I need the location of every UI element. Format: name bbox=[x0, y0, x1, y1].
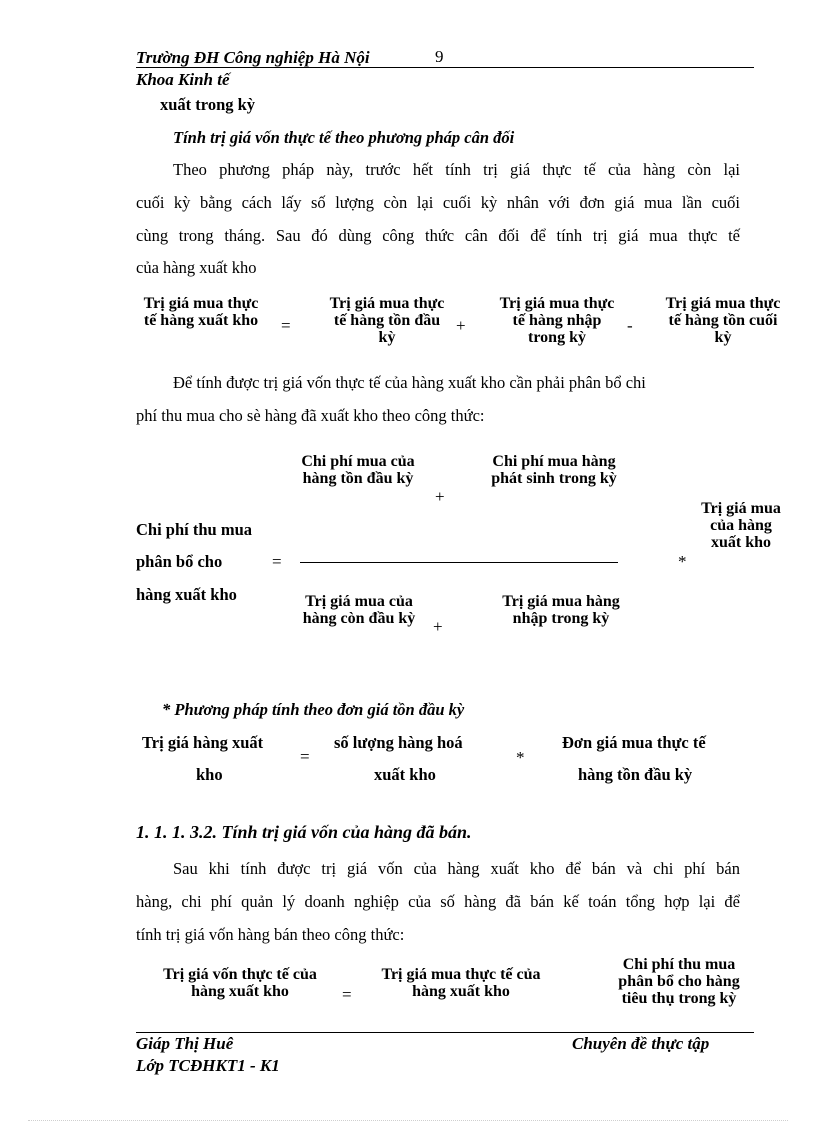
denominator-term: Trị giá mua hàng nhập trong kỳ bbox=[502, 593, 620, 627]
paragraph-line: phí thu mua cho sè hàng đã xuất kho theo công thức: bbox=[136, 406, 485, 425]
section-heading-balance: Tính trị giá vốn thực tế theo phương pháp cân đối bbox=[173, 128, 515, 147]
multiply-sign: * bbox=[678, 552, 687, 571]
paragraph-line: hàng, chi phí quản lý doanh nghiệp của số hàng đã bán kế toán tổng hợp lại để bbox=[136, 892, 740, 911]
formula-term: Trị giá mua thực tế hàng tồn đầu kỳ bbox=[329, 295, 445, 346]
section-heading-sold: 1. 1. 1. 3.2. Tính trị giá vốn của hàng đã bán. bbox=[136, 822, 472, 842]
method-heading: * Phương pháp tính theo đơn giá tồn đầu kỳ bbox=[162, 700, 465, 719]
multiply-sign: * bbox=[516, 748, 525, 767]
formula-term: Trị giá mua thực tế hàng tồn cuối kỳ bbox=[665, 295, 781, 346]
footer-author: Giáp Thị Huê bbox=[136, 1034, 234, 1053]
footer-rule bbox=[136, 1032, 754, 1033]
header-rule bbox=[136, 67, 754, 68]
header-school: Trường ĐH Công nghiệp Hà Nội bbox=[136, 48, 370, 67]
fraction-bar bbox=[300, 562, 618, 563]
multiplier-term: Trị giá mua của hàng xuất kho bbox=[701, 500, 781, 551]
formula-term: số lượng hàng hoá bbox=[334, 733, 463, 752]
plus-sign: + bbox=[433, 617, 443, 636]
paragraph-line: Sau khi tính được trị giá vốn của hàng xuất kho để bán và chi phí bán bbox=[173, 859, 740, 878]
paragraph-line: cuối kỳ bằng cách lấy số lượng còn lại cuối kỳ nhân với đơn giá mua lần cuối bbox=[136, 193, 740, 212]
formula-term: kho bbox=[196, 765, 223, 784]
paragraph-line: Theo phương pháp này, trước hết tính trị giá thực tế của hàng còn lại bbox=[173, 160, 740, 179]
formula-term: Đơn giá mua thực tế bbox=[562, 733, 706, 752]
formula-term: xuất kho bbox=[374, 765, 436, 784]
page-number: 9 bbox=[435, 47, 444, 66]
numerator-term: Chi phí mua của hàng tồn đầu kỳ bbox=[301, 453, 415, 487]
paragraph-line: tính trị giá vốn hàng bán theo công thức: bbox=[136, 925, 405, 944]
header-faculty: Khoa Kinh tế bbox=[136, 70, 230, 89]
equals-sign: = bbox=[272, 552, 282, 571]
formula-term: Trị giá vốn thực tế của hàng xuất kho bbox=[163, 966, 317, 1000]
numerator-term: Chi phí mua hàng phát sinh trong kỳ bbox=[491, 453, 617, 487]
minus-sign: - bbox=[627, 316, 633, 335]
formula-term: Trị giá mua thực tế hàng nhập trong kỳ bbox=[499, 295, 615, 346]
plus-sign: + bbox=[456, 316, 466, 335]
paragraph-line: của hàng xuất kho bbox=[136, 258, 257, 277]
continued-line: xuất trong kỳ bbox=[160, 95, 256, 114]
footer-doc-type: Chuyên đề thực tập bbox=[572, 1034, 710, 1053]
formula-term: Chi phí thu mua phân bổ cho hàng tiêu thụ trong kỳ bbox=[618, 956, 740, 1007]
formula-term: Trị giá hàng xuất bbox=[142, 733, 264, 752]
equals-sign: = bbox=[300, 747, 310, 766]
formula-term: hàng tồn đầu kỳ bbox=[578, 765, 693, 784]
formula-term: Trị giá mua thực tế của hàng xuất kho bbox=[381, 966, 541, 1000]
paragraph-line: cùng trong tháng. Sau đó dùng công thức cân đối để tính trị giá mua thực tế bbox=[136, 226, 740, 245]
page-edge-dots bbox=[28, 1120, 788, 1121]
formula-term: Trị giá mua thực tế hàng xuất kho bbox=[143, 295, 259, 329]
plus-sign: + bbox=[435, 487, 445, 506]
equals-sign: = bbox=[281, 316, 291, 335]
footer-class: Lớp TCĐHKT1 - K1 bbox=[136, 1056, 280, 1075]
allocation-label: hàng xuất kho bbox=[136, 585, 237, 604]
paragraph-line: Để tính được trị giá vốn thực tế của hàng xuất kho cần phải phân bổ chi bbox=[173, 373, 646, 392]
allocation-label: phân bổ cho bbox=[136, 552, 223, 571]
equals-sign: = bbox=[342, 985, 352, 1004]
denominator-term: Trị giá mua của hàng còn đầu kỳ bbox=[302, 593, 416, 627]
allocation-label: Chi phí thu mua bbox=[136, 520, 253, 539]
